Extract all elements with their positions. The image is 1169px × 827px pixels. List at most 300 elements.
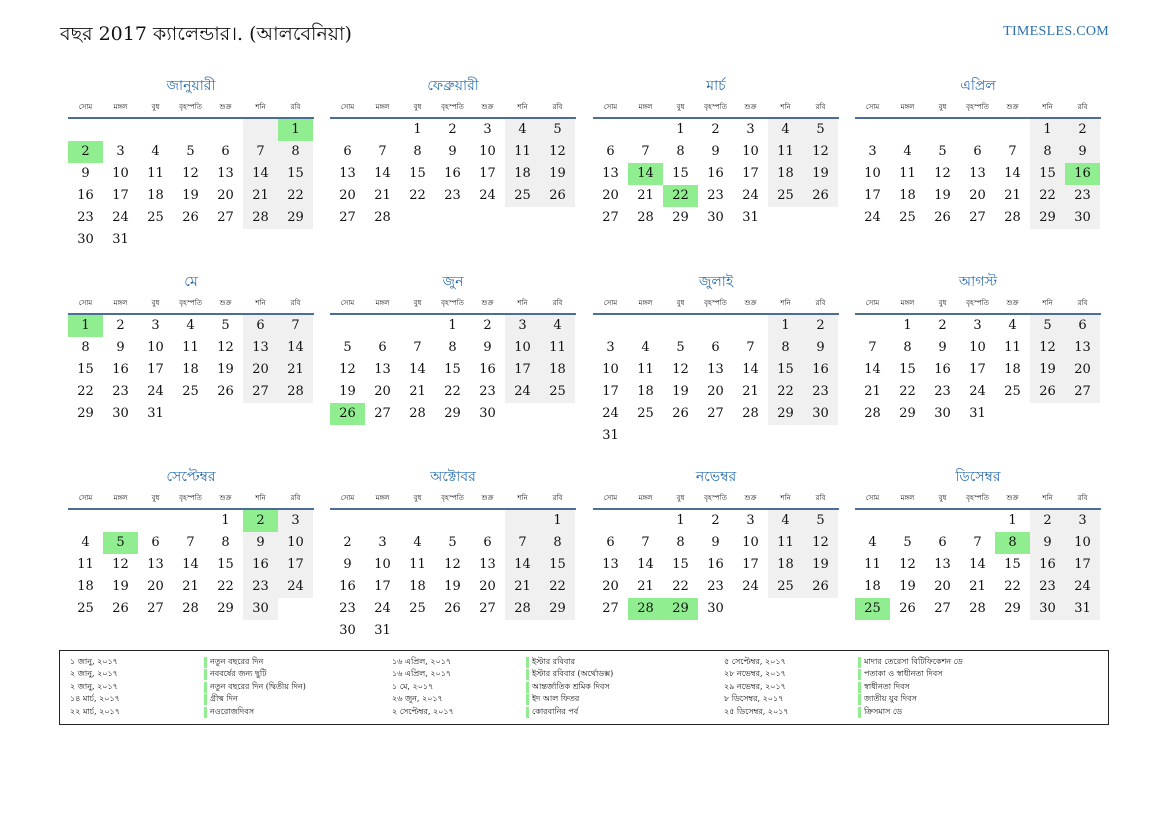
day-cell[interactable]: 26 (112, 601, 129, 616)
day-cell[interactable]: 30 (1065, 207, 1100, 229)
day-cell[interactable]: 23 (77, 210, 94, 225)
day-cell[interactable]: 8 (676, 144, 685, 159)
day-cell[interactable]: 14 (969, 557, 986, 572)
day-cell[interactable]: 26 (899, 601, 916, 616)
day-cell[interactable]: 9 (448, 144, 457, 159)
day-cell[interactable]: 17 (864, 188, 881, 203)
day-cell[interactable]: 9 (483, 340, 492, 355)
day-cell[interactable]: 18 (182, 362, 199, 377)
day-cell[interactable]: 26 (1030, 381, 1065, 403)
day-cell[interactable]: 6 (938, 535, 947, 550)
day-cell[interactable]: 5 (221, 318, 230, 333)
day-cell[interactable]: 5 (903, 535, 912, 550)
day-cell[interactable]: 6 (606, 535, 615, 550)
day-cell[interactable]: 5 (938, 144, 947, 159)
day-cell[interactable]: 3 (116, 144, 125, 159)
day-cell[interactable]: 5 (803, 119, 838, 141)
day-cell[interactable]: 7 (243, 141, 278, 163)
day-cell[interactable]: 17 (147, 362, 164, 377)
day-cell[interactable]: 13 (217, 166, 234, 181)
day-cell[interactable]: 17 (602, 384, 619, 399)
day-cell[interactable]: 12 (182, 166, 199, 181)
day-cell[interactable]: 9 (938, 340, 947, 355)
day-cell[interactable]: 22 (217, 579, 234, 594)
day-cell[interactable]: 28 (278, 381, 313, 403)
day-cell[interactable]: 12 (339, 362, 356, 377)
day-cell[interactable]: 7 (641, 535, 650, 550)
day-cell[interactable]: 22 (672, 579, 689, 594)
day-cell[interactable]: 19 (1030, 359, 1065, 381)
day-cell[interactable]: 11 (77, 557, 94, 572)
day-cell[interactable]: 23 (479, 384, 496, 399)
day-cell-holiday[interactable]: 22 (663, 185, 698, 207)
day-cell[interactable]: 23 (707, 579, 724, 594)
day-cell[interactable]: 17 (1065, 554, 1100, 576)
day-cell[interactable]: 28 (637, 210, 654, 225)
day-cell[interactable]: 12 (444, 557, 461, 572)
day-cell[interactable]: 15 (217, 557, 234, 572)
day-cell[interactable]: 28 (969, 601, 986, 616)
day-cell[interactable]: 12 (540, 141, 575, 163)
day-cell[interactable]: 21 (637, 188, 654, 203)
day-cell[interactable]: 24 (278, 576, 313, 598)
day-cell[interactable]: 23 (112, 384, 129, 399)
day-cell[interactable]: 15 (1030, 163, 1065, 185)
day-cell[interactable]: 9 (81, 166, 90, 181)
day-cell[interactable]: 25 (409, 601, 426, 616)
day-cell[interactable]: 20 (479, 579, 496, 594)
day-cell[interactable]: 12 (899, 557, 916, 572)
day-cell[interactable]: 30 (77, 232, 94, 247)
day-cell[interactable]: 9 (243, 532, 278, 554)
day-cell[interactable]: 19 (934, 188, 951, 203)
day-cell[interactable]: 19 (339, 384, 356, 399)
day-cell[interactable]: 20 (969, 188, 986, 203)
day-cell[interactable]: 27 (243, 381, 278, 403)
day-cell[interactable]: 13 (374, 362, 391, 377)
day-cell-holiday[interactable]: 14 (628, 163, 663, 185)
day-cell[interactable]: 17 (374, 579, 391, 594)
day-cell[interactable]: 3 (973, 318, 982, 333)
day-cell[interactable]: 12 (803, 532, 838, 554)
day-cell[interactable]: 7 (413, 340, 422, 355)
day-cell[interactable]: 16 (444, 166, 461, 181)
day-cell[interactable]: 2 (483, 318, 492, 333)
day-cell[interactable]: 23 (934, 384, 951, 399)
day-cell[interactable]: 7 (1008, 144, 1017, 159)
day-cell[interactable]: 18 (637, 384, 654, 399)
day-cell-holiday[interactable]: 2 (243, 510, 278, 532)
day-cell[interactable]: 5 (1030, 315, 1065, 337)
day-cell[interactable]: 12 (1030, 337, 1065, 359)
day-cell[interactable]: 7 (505, 532, 540, 554)
day-cell[interactable]: 10 (374, 557, 391, 572)
day-cell[interactable]: 8 (540, 532, 575, 554)
day-cell[interactable]: 18 (540, 359, 575, 381)
day-cell[interactable]: 30 (803, 403, 838, 425)
day-cell[interactable]: 7 (746, 340, 755, 355)
day-cell[interactable]: 26 (540, 185, 575, 207)
day-cell[interactable]: 28 (864, 406, 881, 421)
day-cell[interactable]: 17 (742, 166, 759, 181)
day-cell[interactable]: 11 (540, 337, 575, 359)
day-cell[interactable]: 22 (540, 576, 575, 598)
day-cell[interactable]: 20 (602, 188, 619, 203)
day-cell[interactable]: 13 (934, 557, 951, 572)
day-cell[interactable]: 26 (803, 576, 838, 598)
day-cell[interactable]: 14 (182, 557, 199, 572)
day-cell[interactable]: 31 (742, 210, 759, 225)
day-cell[interactable]: 15 (409, 166, 426, 181)
day-cell[interactable]: 26 (217, 384, 234, 399)
day-cell[interactable]: 11 (505, 141, 540, 163)
day-cell[interactable]: 26 (934, 210, 951, 225)
day-cell[interactable]: 15 (77, 362, 94, 377)
day-cell[interactable]: 29 (278, 207, 313, 229)
day-cell[interactable]: 20 (934, 579, 951, 594)
day-cell[interactable]: 6 (1065, 315, 1100, 337)
day-cell[interactable]: 28 (243, 207, 278, 229)
day-cell[interactable]: 23 (707, 188, 724, 203)
day-cell[interactable]: 24 (969, 384, 986, 399)
day-cell[interactable]: 13 (707, 362, 724, 377)
day-cell[interactable]: 23 (803, 381, 838, 403)
day-cell[interactable]: 26 (182, 210, 199, 225)
day-cell[interactable]: 13 (147, 557, 164, 572)
day-cell[interactable]: 3 (378, 535, 387, 550)
day-cell[interactable]: 25 (1004, 384, 1021, 399)
day-cell[interactable]: 4 (540, 315, 575, 337)
day-cell[interactable]: 12 (672, 362, 689, 377)
day-cell[interactable]: 6 (221, 144, 230, 159)
day-cell[interactable]: 4 (768, 510, 803, 532)
day-cell[interactable]: 17 (112, 188, 129, 203)
day-cell[interactable]: 15 (278, 163, 313, 185)
day-cell[interactable]: 29 (1030, 207, 1065, 229)
day-cell[interactable]: 6 (151, 535, 160, 550)
day-cell[interactable]: 23 (339, 601, 356, 616)
day-cell[interactable]: 27 (602, 210, 619, 225)
day-cell[interactable]: 15 (1004, 557, 1021, 572)
day-cell[interactable]: 19 (112, 579, 129, 594)
day-cell[interactable]: 19 (540, 163, 575, 185)
day-cell[interactable]: 24 (1065, 576, 1100, 598)
day-cell-holiday[interactable]: 1 (278, 119, 313, 141)
day-cell[interactable]: 7 (868, 340, 877, 355)
day-cell[interactable]: 11 (768, 532, 803, 554)
day-cell[interactable]: 21 (505, 576, 540, 598)
day-cell[interactable]: 20 (602, 579, 619, 594)
day-cell[interactable]: 14 (1004, 166, 1021, 181)
day-cell[interactable]: 10 (479, 144, 496, 159)
day-cell[interactable]: 30 (339, 623, 356, 638)
day-cell[interactable]: 20 (707, 384, 724, 399)
day-cell[interactable]: 24 (864, 210, 881, 225)
day-cell[interactable]: 9 (343, 557, 352, 572)
day-cell[interactable]: 13 (602, 166, 619, 181)
day-cell[interactable]: 4 (186, 318, 195, 333)
day-cell[interactable]: 20 (339, 188, 356, 203)
day-cell[interactable]: 16 (707, 166, 724, 181)
day-cell[interactable]: 8 (278, 141, 313, 163)
day-cell-holiday[interactable]: 8 (995, 532, 1030, 554)
day-cell[interactable]: 12 (112, 557, 129, 572)
day-cell[interactable]: 16 (479, 362, 496, 377)
day-cell[interactable]: 1 (448, 318, 457, 333)
day-cell[interactable]: 11 (182, 340, 199, 355)
day-cell[interactable]: 24 (602, 406, 619, 421)
day-cell[interactable]: 2 (343, 535, 352, 550)
day-cell[interactable]: 31 (1065, 598, 1100, 620)
day-cell[interactable]: 31 (147, 406, 164, 421)
day-cell[interactable]: 16 (1030, 554, 1065, 576)
day-cell[interactable]: 21 (182, 579, 199, 594)
day-cell[interactable]: 7 (641, 144, 650, 159)
day-cell[interactable]: 1 (768, 315, 803, 337)
day-cell[interactable]: 4 (1008, 318, 1017, 333)
day-cell[interactable]: 19 (803, 163, 838, 185)
day-cell[interactable]: 22 (444, 384, 461, 399)
day-cell[interactable]: 16 (112, 362, 129, 377)
day-cell[interactable]: 28 (409, 406, 426, 421)
day-cell[interactable]: 23 (444, 188, 461, 203)
day-cell[interactable]: 15 (768, 359, 803, 381)
day-cell[interactable]: 21 (374, 188, 391, 203)
day-cell[interactable]: 22 (768, 381, 803, 403)
day-cell[interactable]: 10 (278, 532, 313, 554)
day-cell[interactable]: 22 (77, 384, 94, 399)
day-cell[interactable]: 1 (413, 122, 422, 137)
day-cell[interactable]: 17 (969, 362, 986, 377)
day-cell[interactable]: 19 (899, 579, 916, 594)
day-cell[interactable]: 30 (112, 406, 129, 421)
day-cell[interactable]: 21 (278, 359, 313, 381)
day-cell[interactable]: 22 (1030, 185, 1065, 207)
day-cell[interactable]: 18 (1004, 362, 1021, 377)
day-cell[interactable]: 7 (378, 144, 387, 159)
day-cell[interactable]: 20 (243, 359, 278, 381)
day-cell[interactable]: 2 (116, 318, 125, 333)
day-cell[interactable]: 15 (672, 557, 689, 572)
day-cell[interactable]: 3 (868, 144, 877, 159)
day-cell[interactable]: 8 (768, 337, 803, 359)
day-cell[interactable]: 18 (899, 188, 916, 203)
day-cell[interactable]: 27 (479, 601, 496, 616)
day-cell[interactable]: 3 (746, 513, 755, 528)
day-cell[interactable]: 13 (243, 337, 278, 359)
day-cell[interactable]: 19 (217, 362, 234, 377)
day-cell[interactable]: 8 (81, 340, 90, 355)
day-cell[interactable]: 24 (742, 579, 759, 594)
day-cell[interactable]: 25 (147, 210, 164, 225)
day-cell[interactable]: 26 (803, 185, 838, 207)
day-cell[interactable]: 20 (147, 579, 164, 594)
day-cell[interactable]: 8 (1030, 141, 1065, 163)
day-cell[interactable]: 24 (742, 188, 759, 203)
day-cell[interactable]: 14 (409, 362, 426, 377)
day-cell[interactable]: 5 (803, 510, 838, 532)
day-cell[interactable]: 19 (803, 554, 838, 576)
day-cell[interactable]: 29 (77, 406, 94, 421)
day-cell[interactable]: 16 (243, 554, 278, 576)
day-cell[interactable]: 9 (1065, 141, 1100, 163)
day-cell[interactable]: 9 (116, 340, 125, 355)
day-cell[interactable]: 29 (217, 601, 234, 616)
day-cell[interactable]: 9 (803, 337, 838, 359)
day-cell[interactable]: 7 (278, 315, 313, 337)
day-cell[interactable]: 4 (868, 535, 877, 550)
day-cell[interactable]: 25 (77, 601, 94, 616)
day-cell[interactable]: 2 (448, 122, 457, 137)
day-cell[interactable]: 11 (899, 166, 916, 181)
day-cell[interactable]: 4 (768, 119, 803, 141)
day-cell[interactable]: 29 (768, 403, 803, 425)
day-cell[interactable]: 24 (479, 188, 496, 203)
day-cell[interactable]: 29 (444, 406, 461, 421)
day-cell[interactable]: 5 (343, 340, 352, 355)
day-cell[interactable]: 13 (602, 557, 619, 572)
day-cell[interactable]: 4 (903, 144, 912, 159)
day-cell[interactable]: 6 (483, 535, 492, 550)
day-cell[interactable]: 22 (409, 188, 426, 203)
day-cell[interactable]: 14 (742, 362, 759, 377)
day-cell[interactable]: 2 (711, 122, 720, 137)
day-cell[interactable]: 26 (672, 406, 689, 421)
day-cell[interactable]: 2 (711, 513, 720, 528)
day-cell[interactable]: 10 (742, 144, 759, 159)
day-cell[interactable]: 6 (973, 144, 982, 159)
day-cell[interactable]: 18 (768, 554, 803, 576)
day-cell[interactable]: 9 (711, 535, 720, 550)
day-cell[interactable]: 19 (182, 188, 199, 203)
day-cell[interactable]: 1 (903, 318, 912, 333)
day-cell[interactable]: 15 (540, 554, 575, 576)
day-cell[interactable]: 8 (221, 535, 230, 550)
day-cell[interactable]: 31 (112, 232, 129, 247)
day-cell[interactable]: 2 (938, 318, 947, 333)
day-cell[interactable]: 27 (934, 601, 951, 616)
day-cell[interactable]: 28 (505, 598, 540, 620)
day-cell[interactable]: 4 (81, 535, 90, 550)
day-cell[interactable]: 28 (182, 601, 199, 616)
day-cell[interactable]: 16 (77, 188, 94, 203)
day-cell[interactable]: 3 (505, 315, 540, 337)
day-cell[interactable]: 10 (1065, 532, 1100, 554)
day-cell[interactable]: 14 (243, 163, 278, 185)
day-cell[interactable]: 10 (969, 340, 986, 355)
day-cell[interactable]: 1 (1030, 119, 1065, 141)
day-cell[interactable]: 11 (147, 166, 164, 181)
day-cell[interactable]: 11 (637, 362, 654, 377)
day-cell[interactable]: 7 (973, 535, 982, 550)
site-brand-link[interactable]: TIMESLES.COM (1003, 24, 1109, 39)
day-cell[interactable]: 21 (742, 384, 759, 399)
day-cell[interactable]: 11 (1004, 340, 1021, 355)
day-cell[interactable]: 31 (602, 428, 619, 443)
day-cell[interactable]: 18 (505, 163, 540, 185)
day-cell[interactable]: 5 (676, 340, 685, 355)
day-cell[interactable]: 21 (409, 384, 426, 399)
day-cell[interactable]: 29 (899, 406, 916, 421)
day-cell[interactable]: 29 (1004, 601, 1021, 616)
day-cell[interactable]: 30 (243, 598, 278, 620)
day-cell[interactable]: 21 (1004, 188, 1021, 203)
day-cell[interactable]: 27 (374, 406, 391, 421)
day-cell[interactable]: 22 (278, 185, 313, 207)
day-cell-holiday[interactable]: 2 (68, 141, 103, 163)
day-cell[interactable]: 5 (186, 144, 195, 159)
day-cell[interactable]: 6 (606, 144, 615, 159)
day-cell[interactable]: 14 (278, 337, 313, 359)
day-cell[interactable]: 28 (1004, 210, 1021, 225)
day-cell[interactable]: 4 (151, 144, 160, 159)
day-cell[interactable]: 11 (864, 557, 881, 572)
day-cell[interactable]: 23 (1030, 576, 1065, 598)
day-cell[interactable]: 12 (934, 166, 951, 181)
day-cell[interactable]: 1 (221, 513, 230, 528)
day-cell[interactable]: 12 (803, 141, 838, 163)
day-cell[interactable]: 2 (803, 315, 838, 337)
day-cell[interactable]: 11 (409, 557, 426, 572)
day-cell[interactable]: 13 (969, 166, 986, 181)
day-cell[interactable]: 13 (339, 166, 356, 181)
day-cell[interactable]: 17 (479, 166, 496, 181)
day-cell[interactable]: 3 (746, 122, 755, 137)
day-cell[interactable]: 16 (339, 579, 356, 594)
day-cell[interactable]: 27 (602, 601, 619, 616)
day-cell[interactable]: 16 (934, 362, 951, 377)
day-cell[interactable]: 28 (374, 210, 391, 225)
day-cell[interactable]: 9 (711, 144, 720, 159)
day-cell[interactable]: 29 (540, 598, 575, 620)
day-cell[interactable]: 16 (803, 359, 838, 381)
day-cell[interactable]: 24 (374, 601, 391, 616)
day-cell[interactable]: 28 (742, 406, 759, 421)
day-cell[interactable]: 8 (448, 340, 457, 355)
day-cell[interactable]: 3 (606, 340, 615, 355)
day-cell[interactable]: 30 (479, 406, 496, 421)
day-cell[interactable]: 27 (707, 406, 724, 421)
day-cell[interactable]: 7 (186, 535, 195, 550)
day-cell[interactable]: 10 (505, 337, 540, 359)
day-cell[interactable]: 6 (711, 340, 720, 355)
day-cell[interactable]: 30 (934, 406, 951, 421)
day-cell[interactable]: 21 (969, 579, 986, 594)
day-cell-holiday[interactable]: 5 (103, 532, 138, 554)
day-cell[interactable]: 4 (413, 535, 422, 550)
day-cell[interactable]: 24 (147, 384, 164, 399)
day-cell[interactable]: 24 (112, 210, 129, 225)
day-cell[interactable]: 12 (217, 340, 234, 355)
day-cell[interactable]: 31 (969, 406, 986, 421)
day-cell[interactable]: 25 (182, 384, 199, 399)
day-cell[interactable]: 6 (243, 315, 278, 337)
day-cell[interactable]: 31 (374, 623, 391, 638)
day-cell[interactable]: 6 (343, 144, 352, 159)
day-cell[interactable]: 15 (444, 362, 461, 377)
day-cell[interactable]: 24 (505, 381, 540, 403)
day-cell-holiday[interactable]: 29 (663, 598, 698, 620)
day-cell[interactable]: 6 (378, 340, 387, 355)
day-cell[interactable]: 1 (540, 510, 575, 532)
day-cell[interactable]: 27 (339, 210, 356, 225)
day-cell[interactable]: 14 (374, 166, 391, 181)
day-cell[interactable]: 22 (899, 384, 916, 399)
day-cell-holiday[interactable]: 28 (628, 598, 663, 620)
day-cell-holiday[interactable]: 25 (855, 598, 890, 620)
day-cell[interactable]: 27 (217, 210, 234, 225)
day-cell[interactable]: 10 (602, 362, 619, 377)
